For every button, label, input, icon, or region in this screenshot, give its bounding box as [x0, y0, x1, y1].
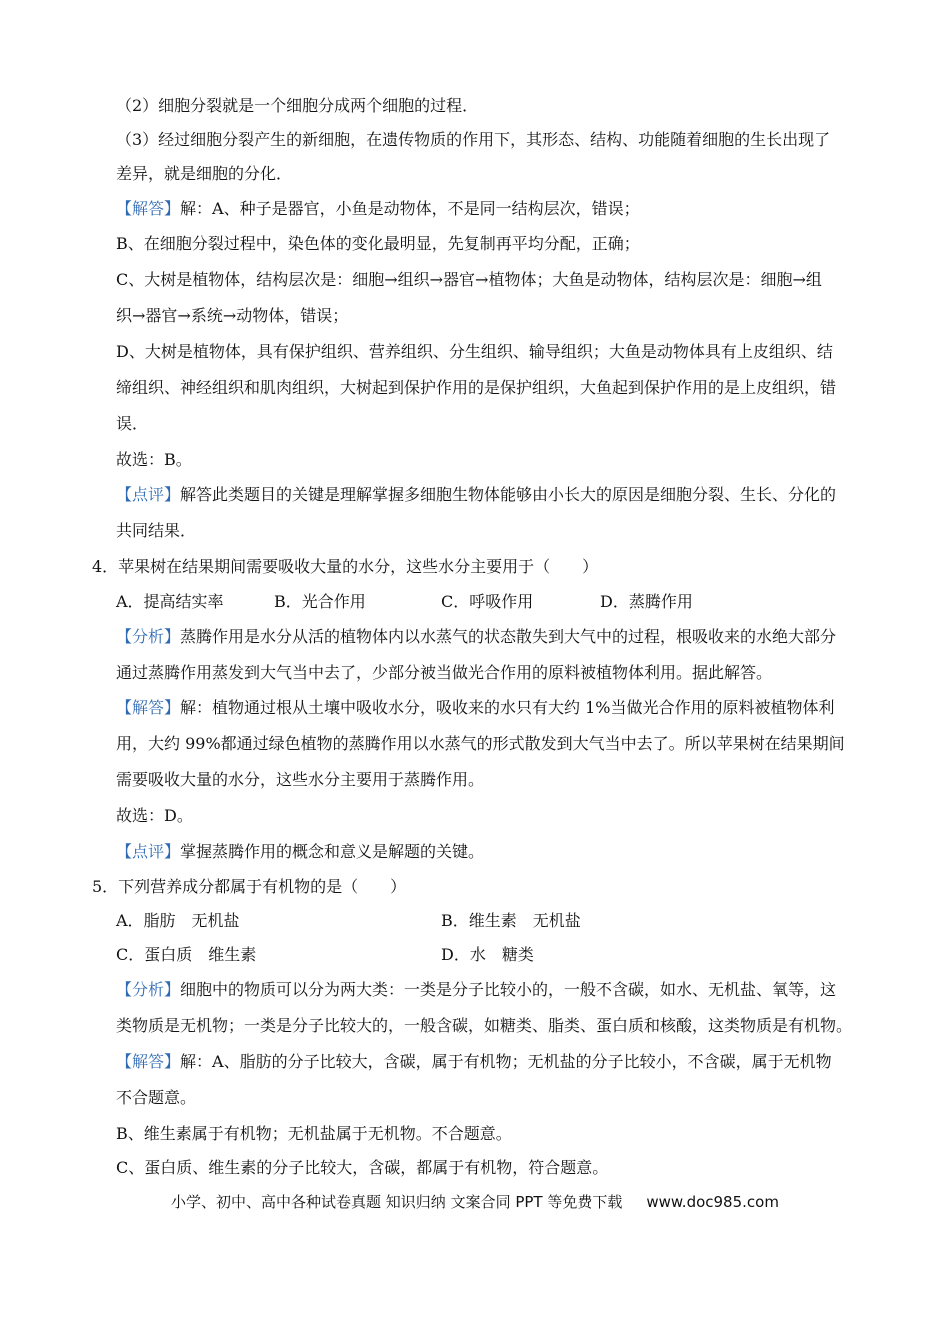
comment-tag: 【点评】 [116, 842, 181, 861]
comment-text: 掌握蒸腾作用的概念和意义是解题的关键。 [180, 842, 485, 861]
question-4-option-b: B．光合作用 [274, 592, 366, 611]
question-4-option-a: A．提高结实率 [116, 592, 224, 611]
comment-text: 解答此类题目的关键是理解掌握多细胞生物体能够由小长大的原因是细胞分裂、生长、分化的 [180, 485, 837, 504]
solution-line: B、在细胞分裂过程中，染色体的变化最明显，先复制再平均分配，正确； [116, 234, 640, 253]
analysis-tag: 【分析】 [116, 980, 181, 999]
question-5-stem: 5．下列营养成分都属于有机物的是（ ） [92, 877, 407, 896]
analysis-text: 蒸腾作用是水分从活的植物体内以水蒸气的状态散失到大气中的过程，根吸收来的水绝大部分 [180, 627, 837, 646]
comment-tag: 【点评】 [116, 485, 181, 504]
comment-paragraph [116, 842, 484, 862]
solution-line: 需要吸收大量的水分，这些水分主要用于蒸腾作用。 [116, 770, 485, 789]
solution-line: C、蛋白质、维生素的分子比较大，含碳，都属于有机物，符合题意。 [116, 1158, 609, 1177]
analysis-tag: 【分析】 [116, 627, 181, 646]
answer-tag: 【解答】 [116, 1052, 181, 1071]
question-4-option-c: C．呼吸作用 [441, 592, 534, 611]
solution-line: B、维生素属于有机物；无机盐属于无机物。不合题意。 [116, 1124, 512, 1143]
answer-paragraph [116, 199, 640, 219]
solution-line: 误． [116, 414, 149, 433]
solution-line: D、大树是植物体，具有保护组织、营养组织、分生组织、输导组织；大鱼是动物体具有上皮组织、结 [116, 342, 833, 361]
answer-text: 解：A、种子是器官，小鱼是动物体，不是同一结构层次，错误； [180, 199, 640, 218]
answer-text: 解：A、脂肪的分子比较大，含碳，属于有机物；无机盐的分子比较小，不含碳，属于无机物 [180, 1052, 832, 1071]
answer-paragraph [116, 1052, 832, 1072]
final-choice: 故选：B。 [116, 450, 192, 469]
question-5-option-d: D．水 糖类 [441, 945, 534, 964]
solution-line: 共同结果． [116, 521, 197, 540]
solution-line: （3）经过细胞分裂产生的新细胞，在遗传物质的作用下，其形态、结构、功能随着细胞的生长出现了 [116, 130, 831, 149]
analysis-text: 细胞中的物质可以分为两大类：一类是分子比较小的，一般不含碳，如水、无机盐、氧等，这 [180, 980, 837, 999]
solution-line: （2）细胞分裂就是一个细胞分成两个细胞的过程． [116, 96, 479, 115]
question-5-option-b: B．维生素 无机盐 [441, 911, 581, 930]
question-4-option-d: D．蒸腾作用 [600, 592, 693, 611]
answer-tag: 【解答】 [116, 698, 181, 717]
final-choice: 故选：D。 [116, 806, 193, 825]
answer-text: 解：植物通过根从土壤中吸收水分，吸收来的水只有大约 1%当做光合作用的原料被植物体利 [180, 698, 835, 717]
analysis-paragraph [116, 627, 836, 647]
answer-tag: 【解答】 [116, 199, 181, 218]
question-5-option-a: A．脂肪 无机盐 [116, 911, 240, 930]
page-footer [0, 1192, 950, 1212]
solution-line: 织→器官→系统→动物体，错误； [116, 306, 349, 325]
comment-paragraph [116, 485, 836, 505]
solution-line: C、大树是植物体，结构层次是：细胞→组织→器官→植物体；大鱼是动物体，结构层次是：细胞→组 [116, 270, 822, 289]
solution-line: 不合题意。 [116, 1088, 197, 1107]
question-5-option-c: C．蛋白质 维生素 [116, 945, 257, 964]
question-4-stem: 4．苹果树在结果期间需要吸收大量的水分，这些水分主要用于（ ） [92, 557, 599, 576]
answer-paragraph [116, 698, 835, 718]
solution-line: 缔组织、神经组织和肌肉组织，大树起到保护作用的是保护组织，大鱼起到保护作用的是上皮组织，错 [116, 378, 837, 397]
footer-url[interactable]: www.doc985.com [646, 1193, 779, 1211]
solution-line: 通过蒸腾作用蒸发到大气当中去了，少部分被当做光合作用的原料被植物体利用。据此解答。 [116, 663, 773, 682]
solution-line: 差异，就是细胞的分化． [116, 164, 293, 183]
solution-line: 类物质是无机物；一类是分子比较大的，一般含碳，如糖类、脂类、蛋白质和核酸，这类物质是有机物。 [116, 1016, 853, 1035]
solution-line: 用，大约 99%都通过绿色植物的蒸腾作用以水蒸气的形式散发到大气当中去了。所以苹果树在结果期间 [116, 734, 845, 753]
analysis-paragraph [116, 980, 836, 1000]
footer-text: 小学、初中、高中各种试卷真题 知识归纳 文案合同 PPT 等免费下载 [171, 1193, 623, 1211]
